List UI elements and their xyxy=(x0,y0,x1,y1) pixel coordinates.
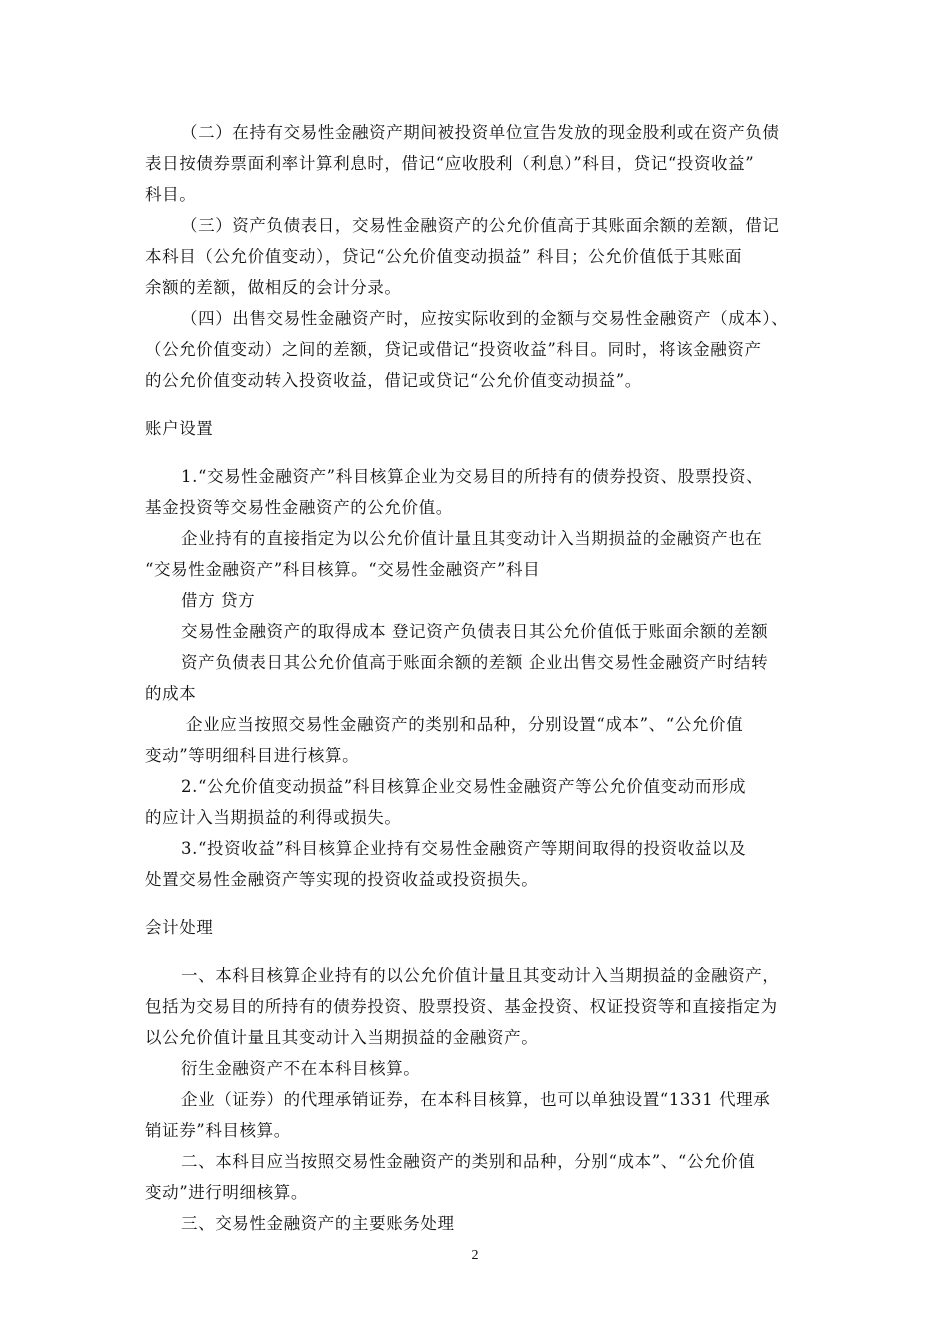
text-line: 二、本科目应当按照交易性金融资产的类别和品种，分别“成本”、“公允价值 xyxy=(181,1152,756,1171)
text-line: 一、本科目核算企业持有的以公允价值计量且其变动计入当期损益的金融资产， xyxy=(181,966,780,985)
text-line: 本科目（公允价值变动），贷记“公允价值变动损益” 科目；公允价值低于其账面 xyxy=(145,247,743,266)
text-line: 变动”进行明细核算。 xyxy=(145,1183,308,1202)
text-line: 企业持有的直接指定为以公允价值计量且其变动计入当期损益的金融资产也在 xyxy=(181,529,763,548)
text-line: 变动”等明细科目进行核算。 xyxy=(145,746,360,765)
text-line: 的公允价值变动转入投资收益，借记或贷记“公允价值变动损益”。 xyxy=(145,371,642,390)
text-line: 以公允价值计量且其变动计入当期损益的金融资产。 xyxy=(145,1028,539,1047)
text-line: 交易性金融资产的取得成本 登记资产负债表日其公允价值低于账面余额的差额 xyxy=(181,622,769,641)
text-line: 企业应当按照交易性金融资产的类别和品种，分别设置“成本”、“公允价值 xyxy=(186,715,744,734)
page-number: 2 xyxy=(471,1248,479,1263)
section-heading: 账户设置 xyxy=(145,419,214,438)
text-line: 基金投资等交易性金融资产的公允价值。 xyxy=(145,498,453,517)
text-line: 3.“投资收益”科目核算企业持有交易性金融资产等期间取得的投资收益以及 xyxy=(181,839,747,858)
text-line: 衍生金融资产不在本科目核算。 xyxy=(181,1059,421,1078)
text-line: 的成本 xyxy=(145,684,197,703)
text-line: 2.“公允价值变动损益”科目核算企业交易性金融资产等公允价值变动而形成 xyxy=(181,777,747,796)
text-line: 资产负债表日其公允价值高于账面余额的差额 企业出售交易性金融资产时结转 xyxy=(181,653,769,672)
text-line: 三、交易性金融资产的主要账务处理 xyxy=(181,1214,455,1233)
text-line: 表日按债券票面利率计算利息时，借记“应收股利（利息）”科目，贷记“投资收益” xyxy=(145,154,755,173)
text-line: “交易性金融资产”科目核算。“交易性金融资产”科目 xyxy=(145,560,541,579)
text-line: （二）在持有交易性金融资产期间被投资单位宣告发放的现金股利或在资产负债 xyxy=(181,123,780,142)
text-line: 1.“交易性金融资产”科目核算企业为交易目的所持有的债券投资、股票投资、 xyxy=(181,467,764,486)
text-line: 余额的差额，做相反的会计分录。 xyxy=(145,278,402,297)
text-line: 借方 贷方 xyxy=(181,591,256,610)
text-line: （公允价值变动）之间的差额，贷记或借记“投资收益”科目。同时，将该金融资产 xyxy=(145,340,762,359)
text-line: （三）资产负债表日，交易性金融资产的公允价值高于其账面余额的差额，借记 xyxy=(181,216,780,235)
text-line: 包括为交易目的所持有的债券投资、股票投资、基金投资、权证投资等和直接指定为 xyxy=(145,997,778,1016)
text-line: 处置交易性金融资产等实现的投资收益或投资损失。 xyxy=(145,870,539,889)
text-line: 科目。 xyxy=(145,185,197,204)
text-line: 销证券”科目核算。 xyxy=(145,1121,291,1140)
text-line: 的应计入当期损益的利得或损失。 xyxy=(145,808,402,827)
text-line: （四）出售交易性金融资产时，应按实际收到的金额与交易性金融资产（成本）、 xyxy=(181,309,789,328)
text-line: 企业（证券）的代理承销证券，在本科目核算，也可以单独设置“1331 代理承 xyxy=(181,1090,771,1109)
section-heading: 会计处理 xyxy=(145,918,214,937)
